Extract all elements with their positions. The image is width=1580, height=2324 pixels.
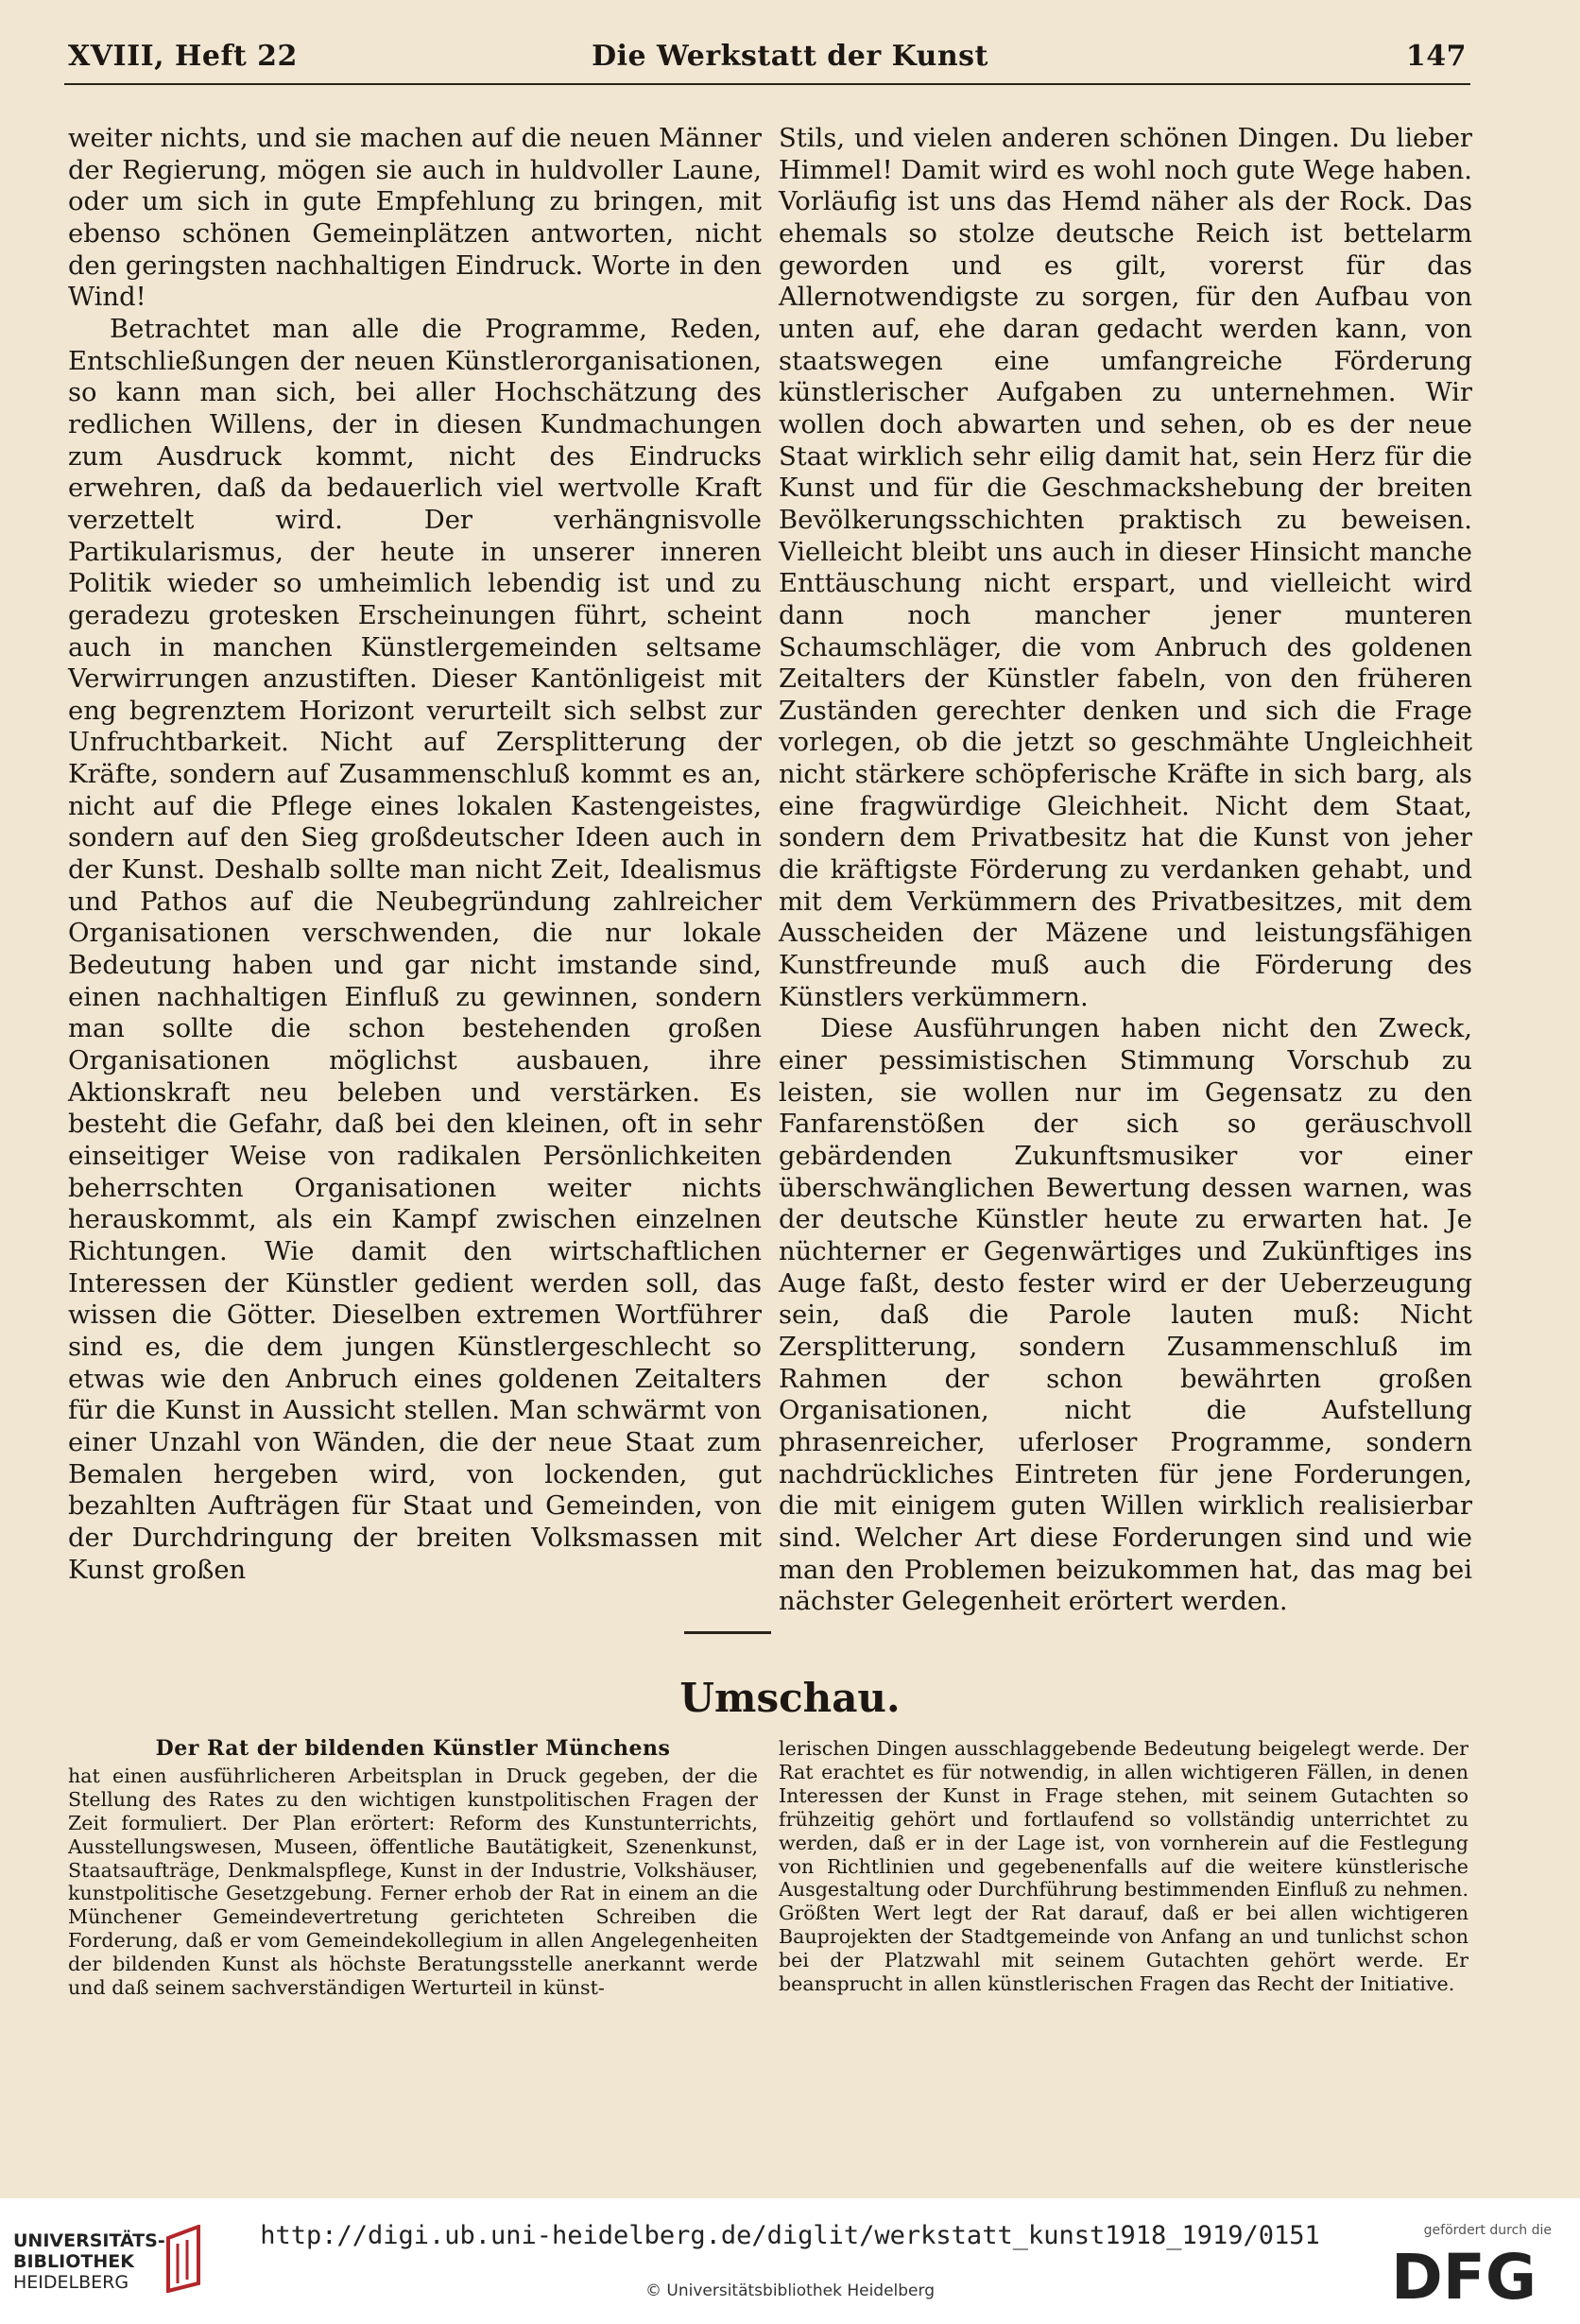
header-rule — [64, 83, 1470, 85]
library-name-line: UNIVERSITÄTS- — [13, 2230, 165, 2251]
text-column-left — [68, 123, 762, 1586]
journal-title: Die Werkstatt der Kunst — [592, 40, 988, 73]
library-name-line: BIBLIOTHEK — [13, 2251, 134, 2272]
paragraph: weiter nichts, und sie machen auf die neuen Männer der Regierung, mögen sie auch in huldvoller Laune, oder um sich in gute Empfehlung zu bringen, mit ebenso schönen Gemeinplätzen antworten, nicht den geringsten nachhaltigen Eindruck. Worte in den Wind! — [68, 124, 762, 313]
permalink[interactable]: http://digi.ub.uni-heidelberg.de/diglit/werkstatt_kunst1918_1919/0151 — [260, 2221, 1320, 2250]
viewer-footer — [0, 2198, 1580, 2324]
sponsor-note: gefördert durch die — [1423, 2223, 1552, 2238]
copyright-notice: © Universitätsbibliothek Heidelberg — [644, 2281, 935, 2300]
section-heading: Umschau. — [679, 1675, 901, 1721]
article-text: lerischen Dingen ausschlaggebende Bedeutung beigelegt werde. Der Rat erachtet es für notwendig, in allen wichtigeren Fällen, in denen Interessen der Kunst in Frage stehen, mit seinem Gutachten so frühzeitig gehört und fortlaufend so vollständig unterrichtet zu werden, daß er in der Lage ist, von vornherein auf die Festlegung von Richtlinien und gegebenenfalls auf die weitere künstlerische Ausgestaltung oder Durchführung bestimmenden Einfluß zu nehmen. Größten Wert legt der Rat darauf, daß er bei allen wichtigeren Bauprojekten der Stadtgemeinde von Anfang an und tunlichst schon bei der Platzwahl mit seinem Gutachten gehört werde. Er beansprucht in allen künstlerischen Fragen das Recht der Initiative. — [779, 1737, 1468, 1996]
dfg-logo-icon — [1391, 2244, 1552, 2304]
news-column-left — [68, 1737, 758, 2000]
library-name-line: HEIDELBERG — [13, 2272, 129, 2293]
section-separator — [684, 1631, 771, 1634]
dfg-logo-text: DFG — [1391, 2244, 1537, 2304]
paragraph: Betrachtet man alle die Programme, Reden, Entschließungen der neuen Künstlerorganisationen, so kann man sich, bei aller Hochschätzung des redlichen Willens, der in diesen Kundmachungen zum Ausdruck kommt, nicht des Eindrucks erwehren, daß da bedauerlich viel wertvolle Kraft verzettelt wird. Der verhängnisvolle Partikularismus, der heute in unserer inneren Politik wieder so umheimlich lebendig ist und zu geradezu grotesken Erscheinungen führt, scheint auch in manchen Künstlergemeinden seltsame Verwirrungen anzustiften. Dieser Kantönligeist mit eng begrenztem Horizont verurteilt sich selbst zur Unfruchtbarkeit. Nicht auf Zersplitterung der Kräfte, sondern auf Zusammenschluß kommt es an, nicht auf die Pflege eines lokalen Kastengeistes, sondern auf den Sieg großdeutscher Ideen auch in der Kunst. Deshalb sollte man nicht Zeit, Idealismus und Pathos auf die Neubegründung zahlreicher Organisationen verschwenden, die nur lokale Bedeutung haben und gar nicht imstande sind, einen nachhaltigen Einfluß zu gewinnen, sondern man sollte die schon bestehenden großen Organisationen möglichst ausbauen, ihre Aktionskraft neu beleben und verstärken. Es besteht die Gefahr, daß bei den kleinen, oft in sehr einseitiger Weise von radikalen Persönlichkeiten beherrschten Organisationen weiter nichts herauskommt, als ein Kampf zwischen einzelnen Richtungen. Wie damit den wirtschaftlichen Interessen der Künstler gedient werden soll, das wissen die Götter. Dieselben extremen Wortführer sind es, die dem jungen Künstlergeschlecht so etwas wie den Anbruch eines goldenen Zeitalters für die Kunst in Aussicht stellen. Man schwärmt von einer Unzahl von Wänden, die der neue Staat zum Bemalen hergeben wird, von lockenden, gut bezahlten Aufträgen für Staat und Gemeinden, von der Durchdringung der breiten Volksmassen mit Kunst großen — [68, 314, 762, 1585]
article-title: Der Rat der bildenden Künstler Münchens — [155, 1736, 671, 1761]
paragraph: Diese Ausführungen haben nicht den Zweck, einer pessimistischen Stimmung Vorschub zu leisten, sie wollen nur im Gegensatz zu den Fanfarenstößen der sich so geräuschvoll gebärdenden Zukunftsmusiker vor einer überschwänglichen Bewertung dessen warnen, was der deutsche Künstler heute zu erwarten hat. Je nüchterner er Gegenwärtiges und Zukünftiges ins Auge faßt, desto fester wird er der Ueberzeugung sein, daß die Parole lauten muß: Nicht Zersplitterung, sondern Zusammenschluß im Rahmen der schon bewährten großen Organisationen, nicht die Aufstellung phrasenreicher, uferloser Programme, sondern nachdrückliches Eintreten für jene Forderungen, die mit einigem guten Willen wirklich realisierbar sind. Welcher Art diese Forderungen sind und wie man den Problemen beizukommen hat, das mag bei nächster Gelegenheit erörtert werden. — [779, 1014, 1472, 1617]
text-column-right — [779, 123, 1472, 1618]
page-number: 147 — [1405, 40, 1467, 73]
article-text: hat einen ausführlicheren Arbeitsplan in Druck gegeben, der die Stellung des Rates zu den wichtigen kunstpolitischen Fragen der Zeit formuliert. Der Plan erörtert: Reform des Kunstunterrichts, Ausstellungswesen, Museen, öffentliche Bautätigkeit, Szenenkunst, Staatsaufträge, Denkmalspflege, Kunst in der Industrie, Volkshäuser, kunstpolitische Gesetzgebung. Ferner erhob der Rat in einem an die Münchener Gemeindevertretung gerichteten Schreiben die Forderung, daß er vom Gemeindekollegium in allen Angelegenheiten der bildenden Kunst als höchste Beratungsstelle anerkannt werde und daß seinem sachverständigen Werturteil in künst- — [68, 1764, 758, 2000]
issue-label: XVIII, Heft 22 — [68, 40, 298, 73]
paragraph: Stils, und vielen anderen schönen Dingen. Du lieber Himmel! Damit wird es wohl noch gute Wege haben. Vorläufig ist uns das Hemd näher als der Rock. Das ehemals so stolze deutsche Reich ist bettelarm geworden und es gilt, vorerst für das Allernotwendigste zu sorgen, für den Aufbau von unten auf, ehe daran gedacht werden kann, von staatswegen eine umfangreiche Förderung künstlerischer Aufgaben zu unternehmen. Wir wollen doch abwarten und sehen, ob es der neue Staat wirklich sehr eilig damit hat, sein Herz für die Kunst und für die Geschmackshebung der breiten Bevölkerungsschichten praktisch zu beweisen. Vielleicht bleibt uns auch in dieser Hinsicht manche Enttäuschung nicht erspart, und vielleicht wird dann noch mancher jener munteren Schaumschläger, die vom Anbruch des goldenen Zeitalters der Künstler fabeln, von den früheren Zuständen gerechter denken und sich die Frage vorlegen, ob die jetzt so geschmähte Ungleichheit nicht stärkere schöpferische Kräfte in sich barg, als eine fragwürdige Gleichheit. Nicht dem Staat, sondern dem Privatbesitz hat die Kunst von jeher die kräftigste Förderung zu verdanken gehabt, und mit dem Verkümmern des Privatbesitzes, mit dem Ausscheiden der Mäzene und leistungsfähigen Kunstfreunde muß auch die Förderung des Künstlers verkümmern. — [779, 124, 1472, 1012]
news-column-right — [779, 1737, 1468, 1996]
